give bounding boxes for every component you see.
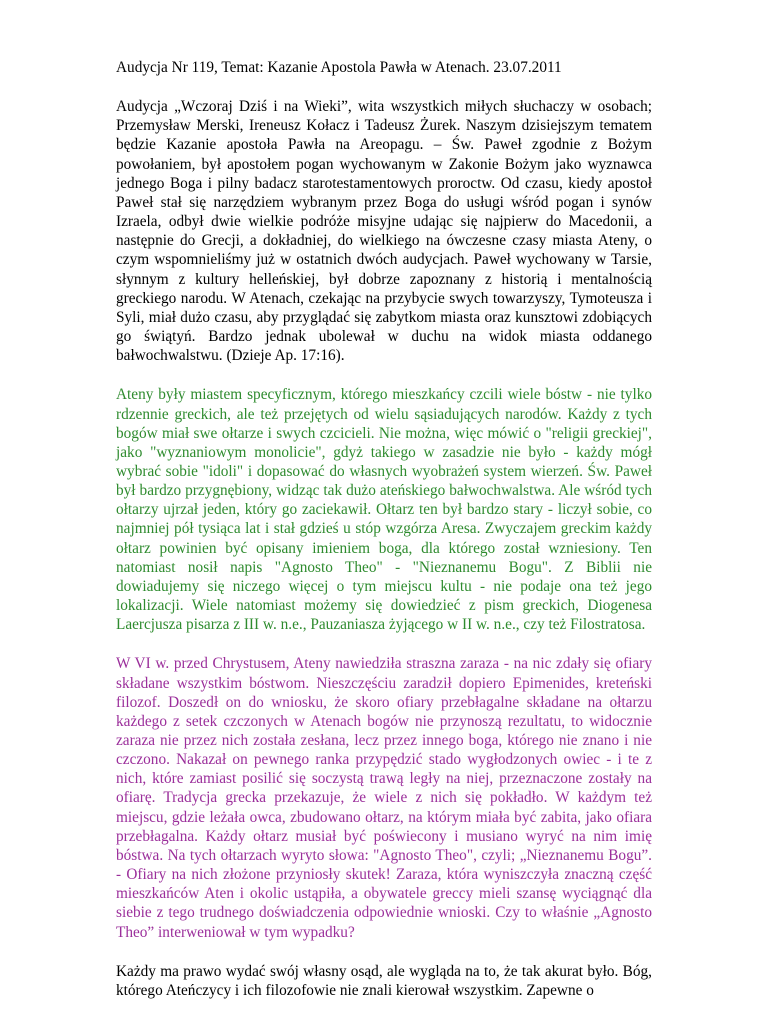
document-title: Audycja Nr 119, Temat: Kazanie Apostola Pawła w Atenach. 23.07.2011 — [116, 59, 562, 76]
paragraph-plague: W VI w. przed Chrystusem, Ateny nawiedziła straszna zaraza - na nic zdały się ofiary składane wszystkim bóstwom. Nieszczęściu zaradził dopiero Epimenides, kreteński filozof. Doszedł on do wniosku, że skoro ofiary przebłagalne składane na ołtarzu każdego z setek czczonych w Atenach bogów nie przynoszą rezultatu, to widocznie zaraza nie przez nich została zesłana, lecz przez innego boga, którego nie znano i nie czczono. Nakazał on pewnego ranka przypędzić stado wygłodzonych owiec - i te z nich, które zamiast posilić się soczystą trawą legły na niej, przeznaczone zostały na ofiarę. Tradycja grecka przekazuje, że wiele z nich się pokładło. W każdym też miejscu, gdzie leżała owca, zbudowano ołtarz, na którym miała być zabita, jako ofiara przebłagalna. Każdy ołtarz musiał być poświecony i musiano wyryć na nim imię bóstwa. Na tych ołtarzach wyryto słowa: "Agnosto Theo", czyli; „Nieznanemu Bogu”. - Ofiary na nich złożone przyniosły skutek! Zaraza, która wyniszczyła znaczną część mieszkańców Aten i okolic ustąpiła, a obywatele greccy mieli szansę wyciągnąć dla siebie z tego trudnego doświadczenia odpowiednie wnioski. Czy to właśnie „Agnosto Theo” interweniował w tym wypadku? — [116, 655, 652, 941]
paragraph-athens-gods: Ateny były miastem specyficznym, którego mieszkańcy czcili wiele bóstw - nie tylko rdzennie greckich, ale też przejętych od wielu sąsiadujących narodów. Każdy z tych bogów miał swe ołtarze i swych czcicieli. Nie można, więc mówić o "religii greckiej", jako "wyznaniowym monolicie", gdyż takiego w zasadzie nie było - każdy mógł wybrać sobie "idoli" i dopasować do własnych wyobrażeń system wierzeń. Św. Paweł był bardzo przygnębiony, widząc tak dużo ateńskiego bałwochwalstwa. Ale wśród tych ołtarzy ujrzał jeden, który go zaciekawił. Ołtarz ten był bardzo stary - liczył sobie, co najmniej pół tysiąca lat i stał gdzieś u stóp wzgórza Aresa. Zwyczajem greckim każdy ołtarz powinien być opisany imieniem boga, dla którego został wzniesiony. Ten natomiast nosił napis "Agnosto Theo" - "Nieznanemu Bogu". Z Biblii nie dowiadujemy się niczego więcej o tym miejscu kultu - nie podaje ona też jego lokalizacji. Wiele natomiast możemy się dowiedzieć z pism greckich, Diogenesa Laercjusza pisarza z III w. n.e., Pauzaniasza żyjącego w II w. n.e., czy też Filostratosa. — [116, 386, 652, 634]
paragraph-intro: Audycja „Wczoraj Dziś i na Wieki”, wita wszystkich miłych słuchaczy w osobach; Przemysław Merski, Ireneusz Kołacz i Tadeusz Żurek. Naszym dzisiejszym tematem będzie Kazanie apostoła Pawła na Areopagu. – Św. Paweł zgodnie z Bożym powołaniem, był apostołem pogan wychowanym w Zakonie Bożym jako wyznawca jednego Boga i pilny badacz starotestamentowych proroctw. Od czasu, kiedy apostoł Paweł stał się narzędziem wybranym przez Boga do usługi wśród pogan i synów Izraela, odbył dwie wielkie podróże misyjne udając się najpierw do Macedonii, a następnie do Grecji, a dokładniej, do wielkiego na ówczesne czasy miasta Ateny, o czym wspomnieliśmy już w ostatnich dwóch audycjach. Paweł wychowany w Tarsie, słynnym z kultury helleńskiej, był dobrze zapoznany z historią i mentalnością greckiego narodu. W Atenach, czekając na przybycie swych towarzyszy, Tymoteusza i Syli, miał dużo czasu, aby przyglądać się zabytkom miasta oraz kunsztowi zdobiących go świątyń. Bardzo jednak ubolewał w duchu na widok miasta oddanego bałwochwalstwu. (Dzieje Ap. 17:16). — [116, 98, 652, 365]
paragraph-conclusion: Każdy ma prawo wydać swój własny osąd, ale wygląda na to, że tak akurat było. Bóg, którego Ateńczycy i ich filozofowie nie znali kierował wszystkim. Zapewne o — [116, 962, 652, 999]
document-page — [116, 58, 652, 1020]
